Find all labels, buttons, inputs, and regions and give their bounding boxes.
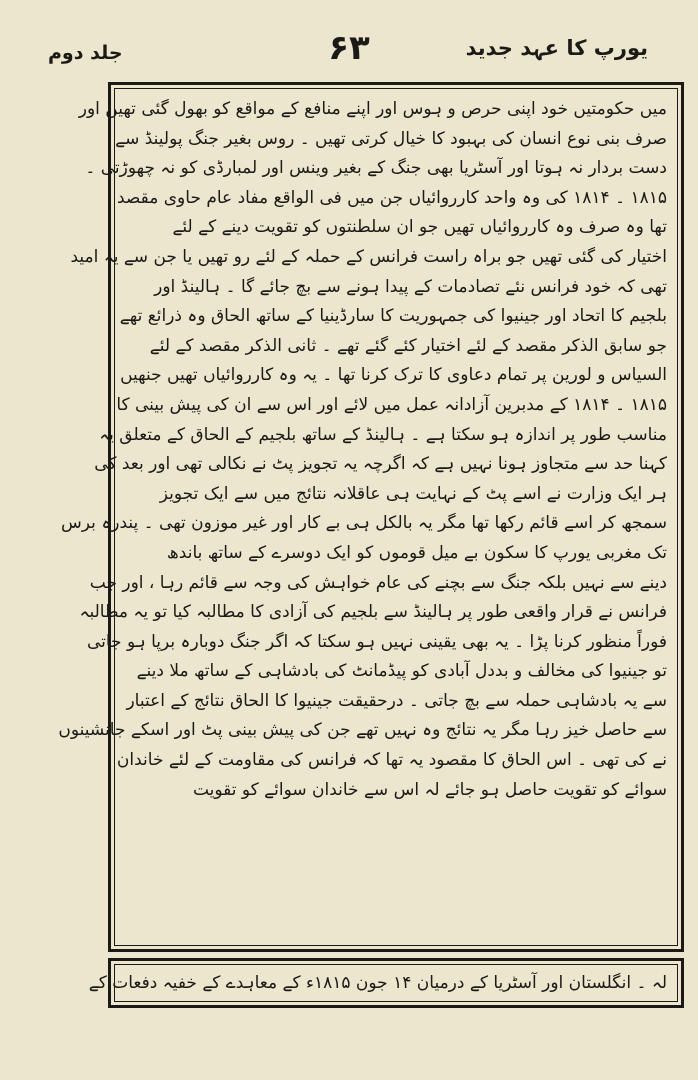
page-header <box>48 28 648 78</box>
text-line: تھا وہ صرف وہ کارروائیاں تھیں جو ان سلطنتوں کو تقویت دینے کے لئے <box>172 217 667 238</box>
text-line: تھی کہ خود فرانس نئے تصادمات کے پیدا ہونے سے بچ جائے گا ۔ ہالینڈ اور <box>154 276 667 297</box>
text-line: سے یہ بادشاہی حملہ سے بچ جاتی ۔ درحقیقت جینیوا کا الحاق نتائج کے اعتبار <box>126 690 667 711</box>
body-text <box>58 95 667 939</box>
text-line: فوراً منظور کرنا پڑا ۔ یہ بھی یقینی نہیں ہو سکتا کہ اگر جنگ دوبارہ برپا ہو جاتی <box>86 631 667 652</box>
text-line: کہنا حد سے متجاوز ہونا نہیں ہے کہ اگرچہ یہ تجویز پٹ نے نکالی تھی اور بعد کی <box>94 454 667 475</box>
text-line: ۱۸۱۵ ۔ ۱۸۱۴ کے مدبرین آزادانہ عمل میں لائے اور اس سے ان کی پیش بینی کا <box>116 394 667 415</box>
text-line: سے حاصل خیز رہا مگر یہ نتائج وہ نہیں تھے جن کی پیش بینی پٹ اور اسکے جانشینوں <box>58 720 667 741</box>
footnote <box>88 958 684 1008</box>
text-line: بلجیم کا اتحاد اور جینیوا کی جمہوریت کا سارڈینیا کے ساتھ الحاق وہ ذرائع تھے <box>119 306 667 327</box>
text-line: مناسب طور پر اندازہ ہو سکتا ہے ۔ ہالینڈ کے ساتھ بلجیم کے الحاق کے متعلق یہ <box>99 424 667 445</box>
text-line: نے کی تھی ۔ اس الحاق کا مقصود یہ تھا کہ فرانس کی مقاومت کے لئے خاندان <box>116 750 667 771</box>
text-line: جو سابق الذکر مقصد کے لئے اختیار کئے گئے تھے ۔ ثانی الذکر مقصد کے لئے <box>149 335 667 356</box>
text-line: دست بردار نہ ہوتا اور آسٹریا بھی جنگ کے بغیر وینس اور لمبارڈی کو نہ چھوڑتی ۔ <box>85 158 667 179</box>
text-line: سمجھ کر اسے قائم رکھا تھا مگر یہ بالکل ہی بے کار اور غیر موزون تھی ۔ پندرہ برس <box>61 513 667 534</box>
text-frame <box>58 82 684 952</box>
volume-label: جلد دوم <box>48 42 123 64</box>
text-line: فرانس نے قرار واقعی طور پر ہالینڈ سے بلجیم کی آزادی کا مطالبہ کیا تو یہ مطالبہ <box>79 602 667 623</box>
running-title: یورپ کا عہد جدید <box>465 36 648 60</box>
text-line: اختیار کی گئی تھیں جو براہ راست فرانس کے حملہ کے لئے رو تھیں یا جن سے یہ امید <box>70 246 667 267</box>
text-line: تو جینیوا کی مخالف و بددل آبادی کو پیڈمانٹ کی بادشاہی کے ساتھ ملا دینے <box>136 661 667 682</box>
text-line: سوائے کو تقویت حاصل ہو جائے لہ اس سے خاندان سوائے کو تقویت <box>192 779 667 800</box>
text-line: دینے سے نہیں بلکہ جنگ سے بچنے کی عام خواہش کی وجہ سے قائم رہا ، اور جب <box>89 572 667 593</box>
page-number: ۶۳ <box>328 28 370 68</box>
text-line: ۱۸۱۵ ۔ ۱۸۱۴ کی وہ واحد کارروائیاں جن میں فی الواقع مفاد عام حاوی مقصد <box>116 187 667 208</box>
text-line: السیاس و لورین پر تمام دعاوی کا ترک کرنا تھا ۔ یہ وہ کارروائیاں تھیں جنھیں <box>120 365 667 386</box>
text-line: تک مغربی یورپ کا سکون بے میل قوموں کو ایک دوسرے کے ساتھ باندھ <box>166 542 667 563</box>
text-line: ہر ایک وزارت نے اسے پٹ کے نہایت ہی عاقلانہ نتائج میں سے ایک تجویز <box>159 483 667 504</box>
text-line: صرف بنی نوع انسان کی بہبود کا خیال کرتی تھیں ۔ روس بغیر جنگ پولینڈ سے <box>115 128 667 149</box>
text-line: میں حکومتیں خود اپنی حرص و ہوس اور اپنے منافع کے مواقع کو بھول گئی تھیں اور <box>78 99 667 119</box>
footnote-text: لہ ۔ انگلستان اور آسٹریا کے درمیان ۱۴ جون ۱۸۱۵ء کے معاہدے کے خفیہ دفعات کے <box>88 973 667 993</box>
